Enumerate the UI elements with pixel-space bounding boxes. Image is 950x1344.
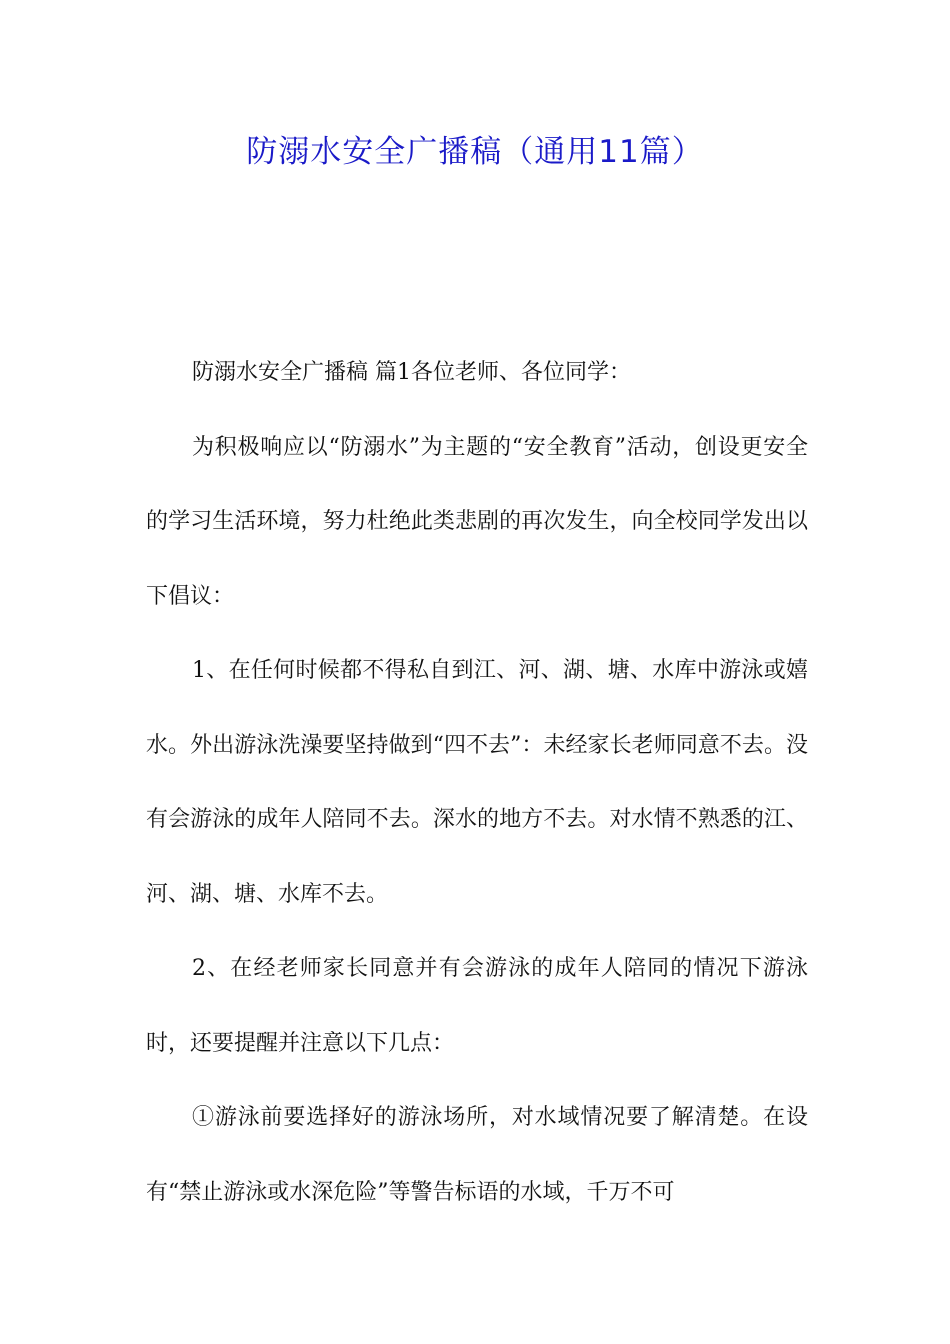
paragraph-intro: 为积极响应以“防溺水”为主题的“安全教育”活动，创设更安全的学习生活环境，努力杜绝此类悲剧的再次发生，向全校同学发出以下倡议： <box>146 434 808 609</box>
document-title: 防溺水安全广播稿（通用11篇） <box>246 134 704 170</box>
paragraph-item-2: 2、在经老师家长同意并有会游泳的成年人陪同的情况下游泳时，还要提醒并注意以下几点： <box>146 956 808 1056</box>
paragraph-item-1: 1、在任何时候都不得私自到江、河、湖、塘、水库中游泳或嬉水。外出游泳洗澡要坚持做到“四不去”：未经家长老师同意不去。没有会游泳的成年人陪同不去。深水的地方不去。对水情不熟悉的江、河、湖、塘、水库不去。 <box>146 658 808 907</box>
document-body <box>146 336 808 1230</box>
paragraph-greeting: 防溺水安全广播稿 篇1各位老师、各位同学： <box>192 360 631 385</box>
paragraph-sub-item-1: ①游泳前要选择好的游泳场所，对水域情况要了解清楚。在设有“禁止游泳或水深危险”等警告标语的水域，千万不可 <box>146 1105 808 1205</box>
